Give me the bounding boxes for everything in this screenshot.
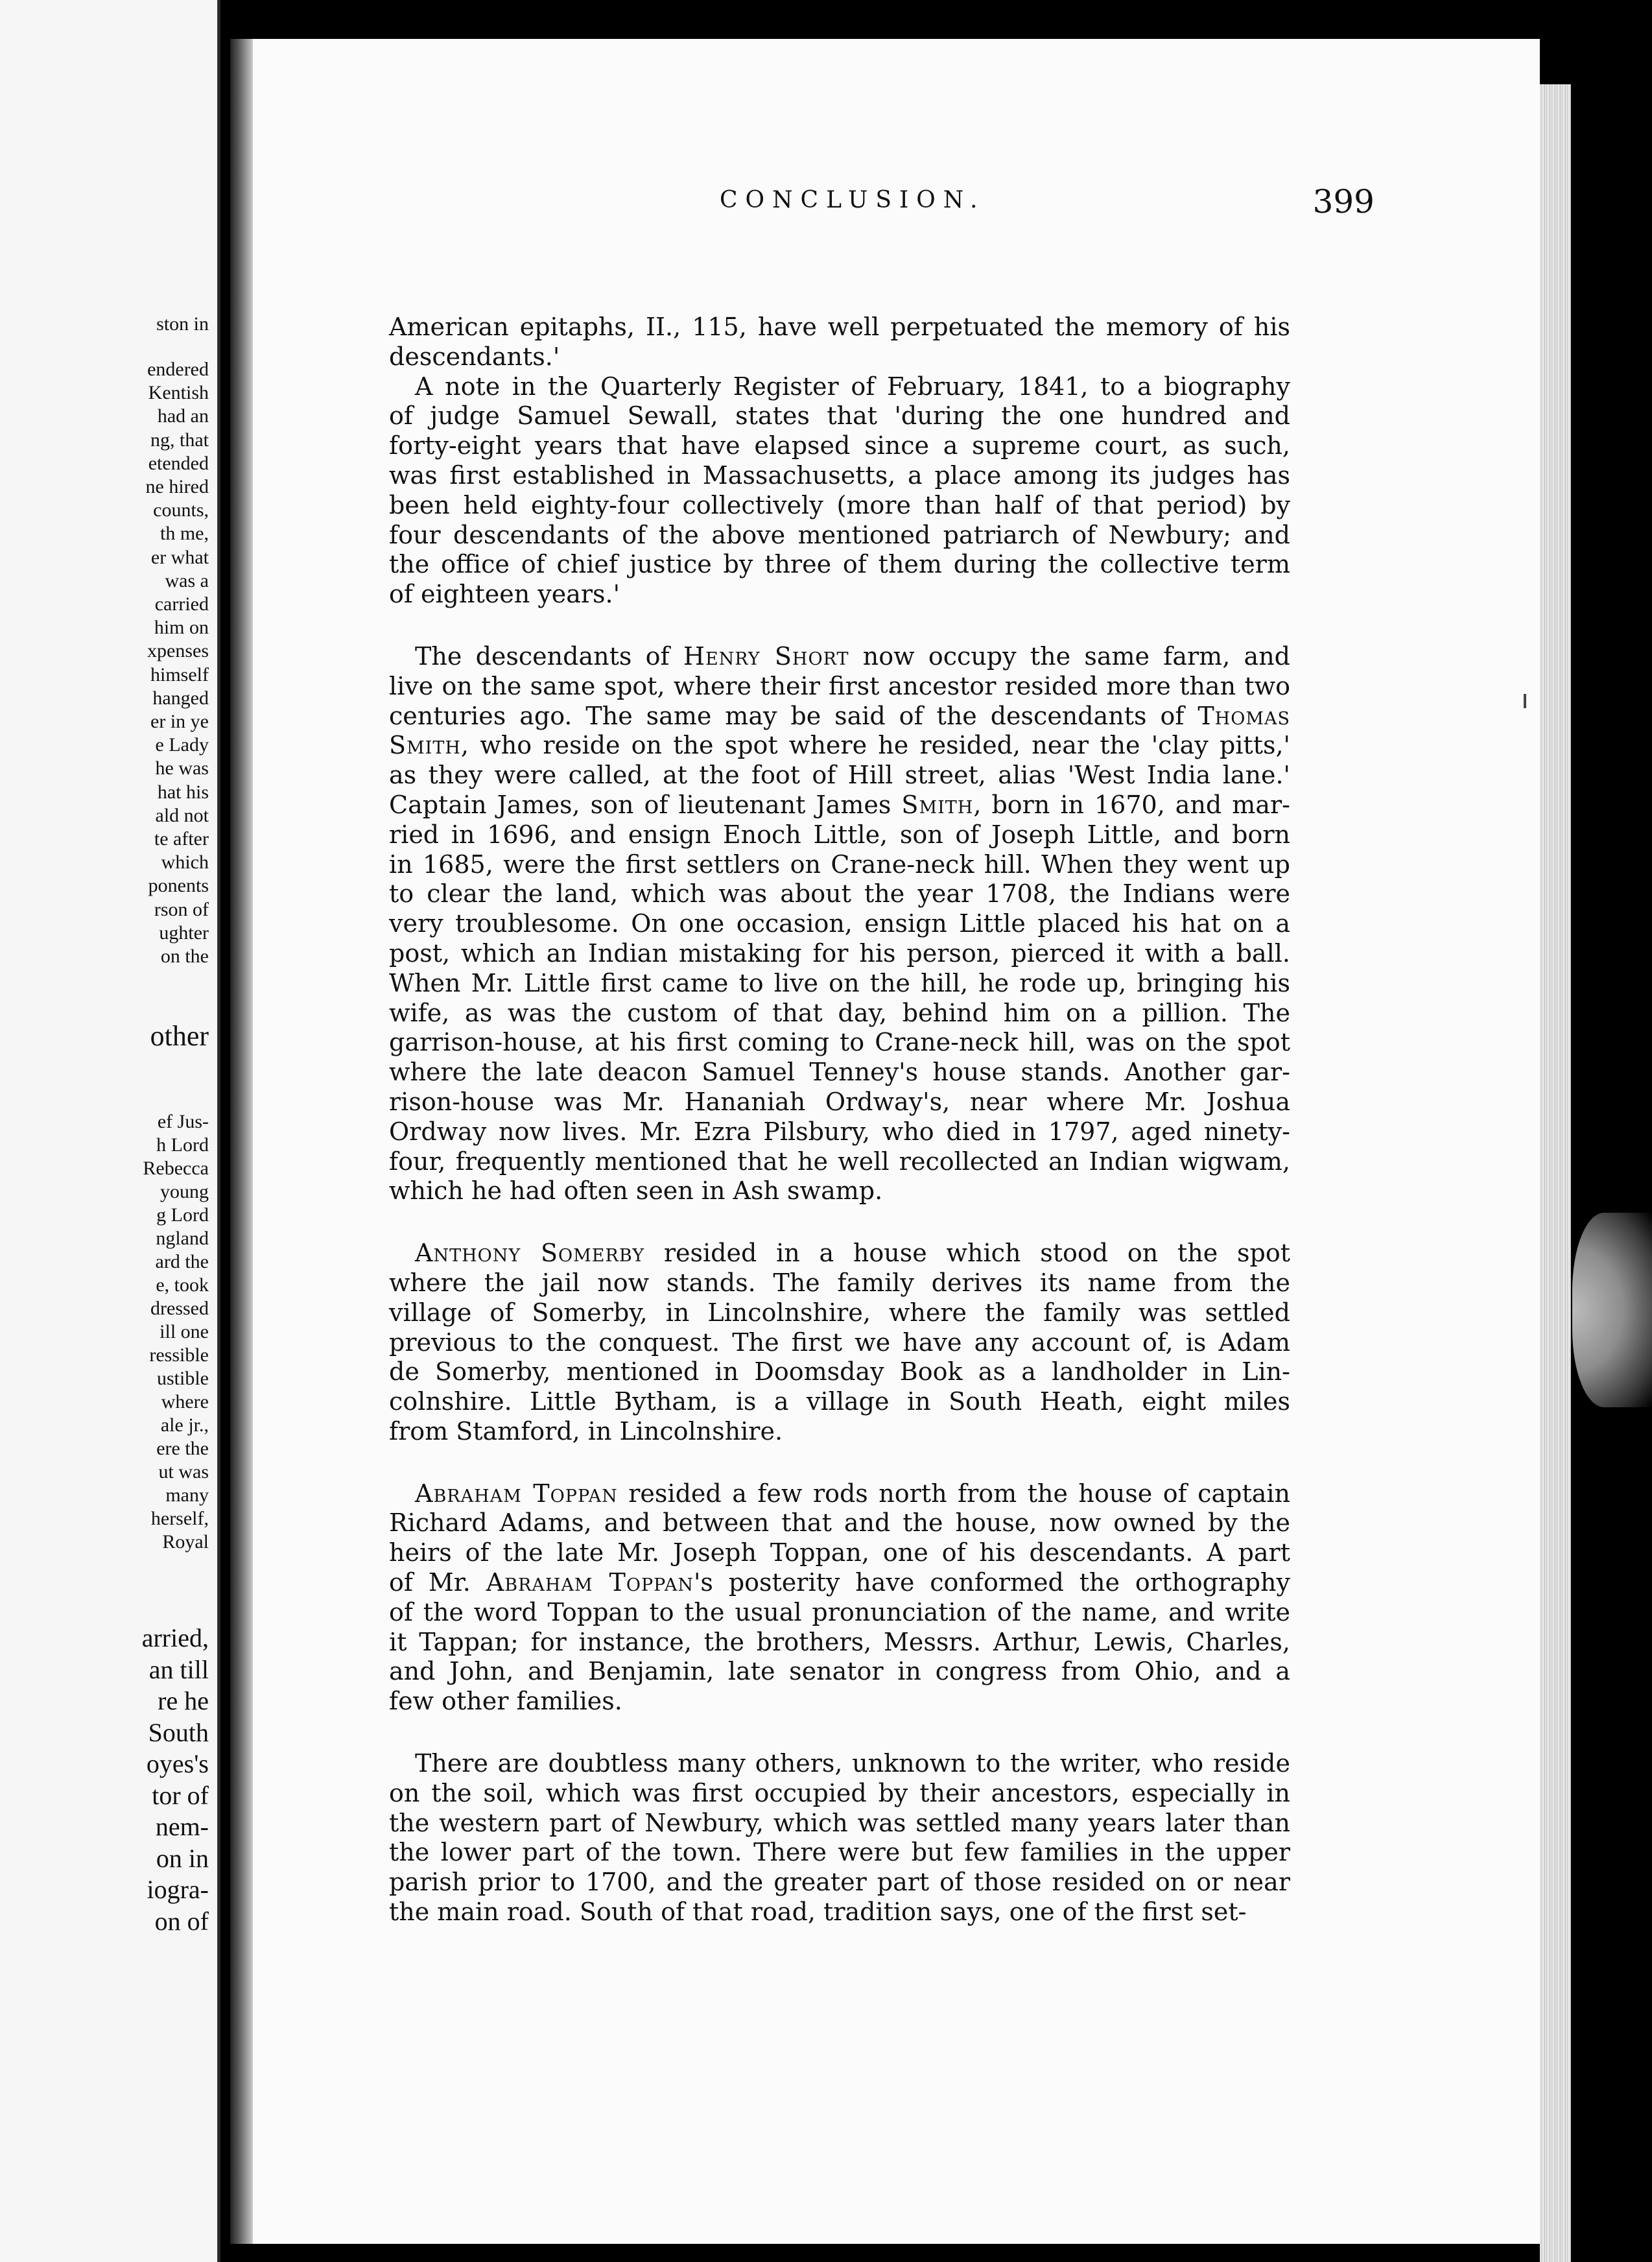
text-line: previous to the conquest. The first we have any account of, is Adam <box>389 1327 1290 1357</box>
text-line: h Lord <box>156 1134 209 1156</box>
text-line: in 1685, were the first settlers on Crane-neck hill. When they went up <box>389 850 1290 879</box>
text-line: of eighteen years.' <box>389 580 620 609</box>
text-line: live on the same spot, where their first ancestor resided more than two <box>389 671 1290 700</box>
text-line: had an <box>157 405 209 427</box>
text-line: ughter <box>159 922 209 944</box>
text-line: Anthony Somerby resided in a house which stood on the spot <box>415 1239 1290 1268</box>
text-line: nem- <box>155 1812 209 1841</box>
text-line: ponents <box>148 875 209 897</box>
text-line: was first established in Massachusetts, a place among its judges has <box>389 460 1290 490</box>
facing-page-fragment <box>0 0 220 2262</box>
text-line: ustible <box>157 1368 209 1389</box>
text-line: ngland <box>156 1228 209 1249</box>
text-line: A note in the Quarterly Register of February, 1841, to a biography <box>415 372 1290 401</box>
text-line: etended <box>148 452 209 474</box>
text-line: colnshire. Little Bytham, is a village in South Heath, eight miles <box>389 1387 1290 1416</box>
text-line: the western part of Newbury, which was settled many years later than <box>389 1808 1290 1837</box>
text-line: arried, <box>141 1623 209 1652</box>
text-line: ressible <box>149 1344 209 1366</box>
text-line: garrison-house, at his first coming to Crane-neck hill, was on the spot <box>389 1028 1290 1057</box>
text-line: te after <box>154 828 209 850</box>
text-line: the office of chief justice by three of them during the collective term <box>389 550 1290 579</box>
paragraph-doubtless-many-others <box>389 1749 1290 1927</box>
text-line: ston in <box>156 313 209 335</box>
text-line: forty-eight years that have elapsed since a supreme court, as such, <box>389 431 1290 460</box>
text-line: where the late deacon Samuel Tenney's house stands. Another gar- <box>389 1058 1290 1087</box>
thumb-blur <box>1572 1213 1652 1407</box>
text-line: Kentish <box>148 382 209 404</box>
text-line: an till <box>148 1654 209 1684</box>
text-line: him on <box>154 617 209 639</box>
text-line: many <box>165 1484 209 1506</box>
text-line: endered <box>147 359 209 380</box>
text-line: heirs of the late Mr. Joseph Toppan, one of his descendants. A part <box>389 1538 1290 1567</box>
text-line: er what <box>150 546 209 568</box>
text-line: very troublesome. On one occasion, ensign Little placed his hat on a <box>389 909 1290 938</box>
text-line: Abraham Toppan resided a few rods north from the house of captain <box>415 1479 1291 1508</box>
facing-page-block-5 <box>142 1623 209 1937</box>
text-line: it Tappan; for instance, the brothers, Messrs. Arthur, Lewis, Charles, <box>389 1627 1290 1656</box>
text-line: Smith, who reside on the spot where he resided, near the 'clay pitts,' <box>389 731 1290 760</box>
text-line: post, which an Indian mistaking for his person, pierced it with a ball. <box>389 938 1290 968</box>
text-line: e, took <box>156 1274 209 1296</box>
text-line: descendants.' <box>389 342 560 371</box>
text-line: oyes's <box>146 1749 209 1778</box>
text-line: the lower part of the town. There were but few families in the upper <box>389 1838 1290 1867</box>
text-line: which <box>161 851 209 874</box>
text-line: American epitaphs, II., 115, have well perpetuated the memory of his <box>389 313 1290 341</box>
text-line: ill one <box>159 1321 209 1342</box>
text-line: on in <box>156 1843 209 1873</box>
text-line: hat his <box>157 781 209 803</box>
text-line: ale jr., <box>160 1414 209 1436</box>
text-line: from Stamford, in Lincolnshire. <box>389 1416 783 1446</box>
text-line: re he <box>158 1686 209 1715</box>
facing-page-block-3 <box>150 1020 209 1052</box>
facing-page-block-2 <box>146 358 209 968</box>
paragraph-epitaphs <box>389 313 1290 372</box>
page-edges <box>1540 84 1571 2262</box>
text-line: four descendants of the above mentioned patriarch of Newbury; and <box>389 520 1290 549</box>
paragraph-abraham-toppan <box>389 1479 1290 1717</box>
text-line: wife, as was the custom of that day, behind him on a pillion. The <box>389 998 1290 1027</box>
text-line: on of <box>154 1906 209 1936</box>
running-title: CONCLUSION. <box>720 187 985 213</box>
body-text <box>389 313 1290 1927</box>
paragraph-quarterly-register <box>389 372 1290 610</box>
text-line: There are doubtless many others, unknown to the writer, who reside <box>415 1749 1290 1778</box>
text-line: g Lord <box>156 1204 209 1226</box>
facing-page-block-4 <box>143 1110 209 1554</box>
page-mark <box>1524 694 1526 708</box>
text-line: where the jail now stands. The family derives its name from the <box>389 1268 1290 1297</box>
text-line: village of Somerby, in Lincolnshire, where the family was settled <box>389 1298 1290 1327</box>
text-line: he was <box>155 757 209 780</box>
text-line: young <box>160 1181 209 1202</box>
text-line: himself <box>150 663 209 685</box>
text-line: ried in 1696, and ensign Enoch Little, son of Joseph Little, and born <box>389 820 1290 849</box>
text-line: tor of <box>152 1780 209 1810</box>
text-line: ne hired <box>145 476 209 498</box>
text-line: been held eighty-four collectively (more than half of that period) by <box>389 490 1290 519</box>
text-line: The descendants of Henry Short now occupy the same farm, and <box>415 641 1290 671</box>
facing-page-block-1 <box>156 313 209 336</box>
text-line: xpenses <box>147 640 209 662</box>
text-line: rson of <box>154 898 209 920</box>
text-line: ef Jus- <box>157 1111 209 1132</box>
text-line: and John, and Benjamin, late senator in congress from Ohio, and a <box>389 1657 1290 1686</box>
text-line: of the word Toppan to the usual pronunciation of the name, and write <box>389 1597 1290 1626</box>
running-head <box>305 183 1375 226</box>
text-line: er in ye <box>150 711 209 733</box>
text-line: parish prior to 1700, and the greater part of those resided on or near <box>389 1868 1290 1897</box>
gutter-shadow <box>230 39 256 2244</box>
book-spine-shadow <box>217 0 220 2262</box>
text-line: where <box>161 1391 209 1412</box>
text-line: rison-house was Mr. Hananiah Ordway's, near where Mr. Joshua <box>389 1087 1290 1116</box>
text-line: on the <box>160 946 209 968</box>
text-line: on the soil, which was first occupied by their ancestors, especially in <box>389 1778 1290 1807</box>
text-line: four, frequently mentioned that he well recollected an Indian wigwam, <box>389 1147 1290 1176</box>
text-line: counts, <box>153 499 209 521</box>
text-line: ald not <box>155 804 209 826</box>
text-line: Ordway now lives. Mr. Ezra Pilsbury, who died in 1797, aged ninety- <box>389 1117 1290 1146</box>
text-line: of Mr. Abraham Toppan's posterity have conformed the orthography <box>389 1568 1290 1597</box>
text-line: herself, <box>150 1508 209 1529</box>
text-line: as they were called, at the foot of Hill street, alias 'West India lane.' <box>389 761 1290 790</box>
text-line: ere the <box>156 1438 209 1459</box>
text-line: few other families. <box>389 1687 622 1716</box>
paragraph-anthony-somerby <box>389 1239 1290 1447</box>
text-line: Royal <box>162 1531 209 1553</box>
text-line: de Somerby, mentioned in Doomsday Book as a landholder in Lin- <box>389 1357 1290 1387</box>
text-line: to clear the land, which was about the year 1708, the Indians were <box>389 879 1290 909</box>
text-line: which he had often seen in Ash swamp. <box>389 1176 883 1206</box>
text-line: other <box>150 1020 209 1052</box>
page-number: 399 <box>1312 183 1375 220</box>
text-line: iogra- <box>147 1875 209 1904</box>
text-line: ut was <box>158 1461 209 1482</box>
text-line: Richard Adams, and between that and the house, now owned by the <box>389 1508 1290 1538</box>
text-line: Rebecca <box>143 1158 209 1179</box>
text-line: dressed <box>150 1298 209 1319</box>
text-line: hanged <box>152 687 209 709</box>
paragraph-henry-short <box>389 642 1290 1206</box>
text-line: ng, that <box>150 429 209 451</box>
text-line: ard the <box>155 1251 209 1272</box>
text-line: e Lady <box>155 734 209 756</box>
text-line: South <box>148 1717 209 1747</box>
text-line: Captain James, son of lieutenant James Smith, born in 1670, and mar- <box>389 790 1290 819</box>
text-line: the main road. South of that road, tradition says, one of the first set- <box>389 1898 1247 1927</box>
text-line: When Mr. Little first came to live on the hill, he rode up, bringing his <box>389 968 1290 997</box>
text-line: of judge Samuel Sewall, states that 'during the one hundred and <box>389 401 1290 431</box>
text-line: was a <box>165 569 209 591</box>
text-line: th me, <box>160 523 209 545</box>
text-line: centuries ago. The same may be said of the descendants of Thomas <box>389 701 1290 730</box>
text-line: carried <box>154 593 209 615</box>
